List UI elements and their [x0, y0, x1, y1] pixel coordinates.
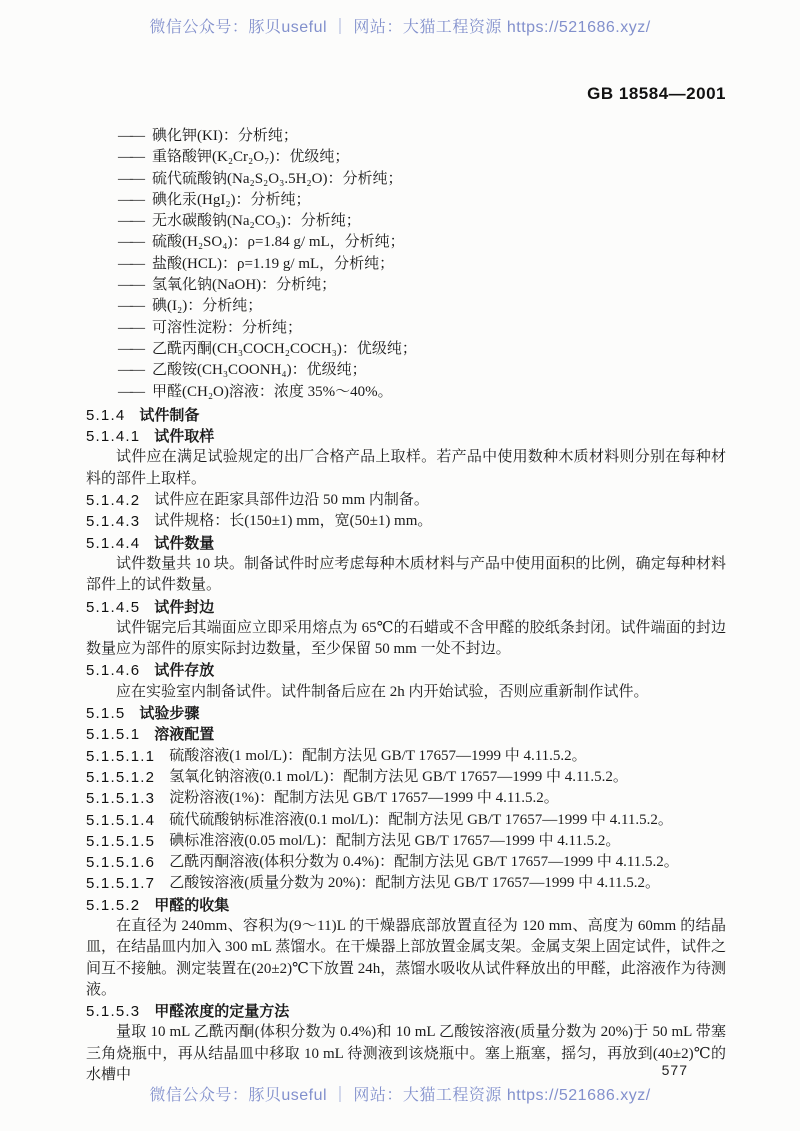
section-heading	[86, 660, 726, 681]
section-title: 溶液配置	[154, 726, 215, 744]
paragraph: 量取 10 mL 乙酰丙酮(体积分数为 0.4%)和 10 mL 乙酸铵溶液(质量分数为 20%)于 50 mL 带塞三角烧瓶中，再从结晶皿中移取 10 mL 待测液到该烧瓶中。塞上瓶塞，摇匀，再放到(40±2)℃的水槽中	[86, 1024, 726, 1084]
section-number: 5.1.5.3	[86, 1003, 141, 1021]
chemical-list-item	[86, 275, 726, 296]
section-number: 5.1.5.2	[86, 896, 141, 914]
section-number: 5.1.5.1.5	[86, 832, 156, 850]
list-dash: ——	[118, 170, 142, 187]
doc-number: GB 18584—2001	[587, 84, 726, 103]
paragraph: 试件数量共 10 块。制备试件时应考虑每种木质材料与产品中使用面积的比例，确定每种材料部件上的试件数量。	[86, 555, 726, 594]
section-heading	[86, 895, 726, 916]
section-number: 5.1.5	[86, 705, 126, 723]
chemical-list	[86, 126, 726, 403]
section-heading	[86, 703, 726, 724]
section-number: 5.1.4.1	[86, 428, 141, 446]
chemical-list-item	[86, 296, 726, 317]
chemical-list-item	[86, 382, 726, 403]
section-number: 5.1.5.1.3	[86, 790, 156, 808]
list-dash: ——	[118, 383, 142, 400]
chemical-list-item	[86, 169, 726, 190]
paragraph: 试件锯完后其端面应立即采用熔点为 65℃的石蜡或不含甲醛的胶纸条封闭。试件端面的封边数量应为部件的原实际封边数量，至少保留 50 mm 一处不封边。	[86, 619, 726, 658]
paragraph: 应在实验室内制备试件。试件制备后应在 2h 内开始试验，否则应重新制作试件。	[116, 683, 649, 700]
chemical-list-item	[86, 254, 726, 275]
section-clause	[86, 852, 726, 873]
section-text: 氢氧化钠溶液(0.1 mol/L)：配制方法见 GB/T 17657—1999 中 4.11.5.2。	[169, 768, 628, 785]
document-content	[86, 126, 726, 1086]
section-text: 淀粉溶液(1%)：配制方法见 GB/T 17657—1999 中 4.11.5.2。	[169, 790, 559, 807]
chemical-entry: 甲醛(CH₂O)溶液：浓度 35%～40%。	[152, 383, 393, 400]
watermark-top: 微信公众号：豚贝useful ｜ 网站：大猫工程资源 https://521686.xyz/	[149, 19, 651, 36]
list-dash: ——	[118, 255, 142, 272]
page-number: 577	[661, 1062, 688, 1078]
section-title: 试件取样	[154, 428, 215, 446]
section-title: 试件数量	[154, 534, 215, 552]
list-dash: ——	[118, 149, 142, 166]
section-heading	[86, 405, 726, 426]
chemical-list-item	[86, 339, 726, 360]
section-number: 5.1.4.4	[86, 534, 141, 552]
section-number: 5.1.4.6	[86, 662, 141, 680]
section-title: 甲醛的收集	[154, 896, 230, 914]
section-heading	[86, 597, 726, 618]
chemical-list-item	[86, 147, 726, 168]
section-text: 乙酸铵溶液(质量分数为 20%)：配制方法见 GB/T 17657—1999 中 4.11.5.2。	[169, 875, 661, 892]
section-text: 试件规格：长(150±1) mm，宽(50±1) mm。	[154, 513, 433, 530]
section-text: 碘标准溶液(0.05 mol/L)：配制方法见 GB/T 17657—1999 中 4.11.5.2。	[169, 832, 621, 849]
chemical-entry: 可溶性淀粉：分析纯；	[152, 319, 303, 336]
section-clause	[86, 873, 726, 894]
section-text: 硫代硫酸钠标准溶液(0.1 mol/L)：配制方法见 GB/T 17657—1999 中 4.11.5.2。	[169, 811, 673, 828]
paragraph: 试件应在满足试验规定的出厂合格产品上取样。若产品中使用数种木质材料则分别在每种材料的部件上取样。	[86, 449, 726, 487]
chemical-list-item	[86, 126, 726, 147]
section-clause	[86, 767, 726, 788]
section-title: 试件制备	[139, 406, 200, 424]
chemical-list-item	[86, 190, 726, 211]
chemical-list-item	[86, 318, 726, 339]
section-number: 5.1.5.1	[86, 726, 141, 744]
chemical-entry: 乙酰丙酮(CH₃COCH₂COCH₃)：优级纯；	[152, 340, 417, 357]
list-dash: ——	[118, 319, 142, 336]
section-clause	[86, 511, 726, 532]
chemical-entry: 乙酸铵(CH₃COONH₄)：优级纯；	[152, 362, 367, 379]
chemical-entry: 硫代硫酸钠(Na₂S₂O₃.5H₂O)：分析纯；	[152, 170, 403, 187]
section-clause	[86, 831, 726, 852]
chemical-entry: 重铬酸钾(K₂Cr₂O₇)：优级纯；	[152, 149, 350, 166]
list-dash: ——	[118, 340, 142, 357]
section-number: 5.1.4	[86, 406, 126, 424]
section-title: 甲醛浓度的定量方法	[154, 1003, 290, 1021]
paragraph: 在直径为 240mm、容积为(9～11)L 的干燥器底部放置直径为 120 mm、高度为 60mm 的结晶皿，在结晶皿内加入 300 mL 蒸馏水。在干燥器上部放置金属支架。金属支架上固定试件，试件之间互不接触。测定装置在(20±2)℃下放置 24h，蒸馏水吸收从试件释放出的甲醛，此溶液作为待测液。	[86, 917, 726, 998]
list-dash: ——	[118, 362, 142, 379]
section-number: 5.1.5.1.1	[86, 747, 156, 765]
section-heading	[86, 426, 726, 447]
chemical-entry: 碘(I₂)：分析纯；	[152, 298, 263, 315]
chemical-entry: 碘化钾(KI)：分析纯；	[152, 128, 298, 144]
list-dash: ——	[118, 191, 142, 208]
chemical-entry: 碘化汞(HgI₂)：分析纯；	[152, 191, 311, 208]
section-number: 5.1.5.1.4	[86, 811, 156, 829]
section-text: 硫酸溶液(1 mol/L)：配制方法见 GB/T 17657—1999 中 4.11.5.2。	[169, 747, 587, 764]
list-dash: ——	[118, 213, 142, 230]
section-heading	[86, 724, 726, 745]
section-number: 5.1.4.2	[86, 492, 141, 510]
section-number: 5.1.5.1.6	[86, 854, 156, 872]
chemical-entry: 硫酸(H₂SO₄)：ρ=1.84 g/ mL，分析纯；	[152, 234, 405, 251]
section-heading	[86, 1001, 726, 1022]
chemical-list-item	[86, 360, 726, 381]
section-text: 乙酰丙酮溶液(体积分数为 0.4%)：配制方法见 GB/T 17657—1999 中 4.11.5.2。	[169, 854, 679, 871]
section-number: 5.1.4.3	[86, 513, 141, 531]
chemical-entry: 无水碳酸钠(Na₂CO₃)：分析纯；	[152, 213, 361, 230]
chemical-entry: 氢氧化钠(NaOH)：分析纯；	[152, 277, 337, 294]
list-dash: ——	[118, 277, 142, 294]
section-title: 试件封边	[154, 598, 215, 616]
section-clause	[86, 810, 726, 831]
chemical-entry: 盐酸(HCL)：ρ=1.19 g/ mL，分析纯；	[152, 255, 395, 272]
list-dash: ——	[118, 234, 142, 251]
section-clause	[86, 490, 726, 511]
chemical-list-item	[86, 232, 726, 253]
watermark-bottom: 微信公众号：豚贝useful ｜ 网站：大猫工程资源 https://521686.xyz/	[149, 1087, 651, 1104]
chemical-list-item	[86, 211, 726, 232]
section-title: 试验步骤	[139, 705, 200, 723]
section-clause	[86, 746, 726, 767]
section-blocks	[86, 405, 726, 1087]
section-number: 5.1.5.1.7	[86, 875, 156, 893]
list-dash: ——	[118, 298, 142, 315]
section-text: 试件应在距家具部件边沿 50 mm 内制备。	[154, 492, 429, 509]
list-dash: ——	[118, 128, 142, 144]
section-number: 5.1.4.5	[86, 598, 141, 616]
section-title: 试件存放	[154, 662, 215, 680]
section-clause	[86, 788, 726, 809]
section-number: 5.1.5.1.2	[86, 768, 156, 786]
section-heading	[86, 533, 726, 554]
